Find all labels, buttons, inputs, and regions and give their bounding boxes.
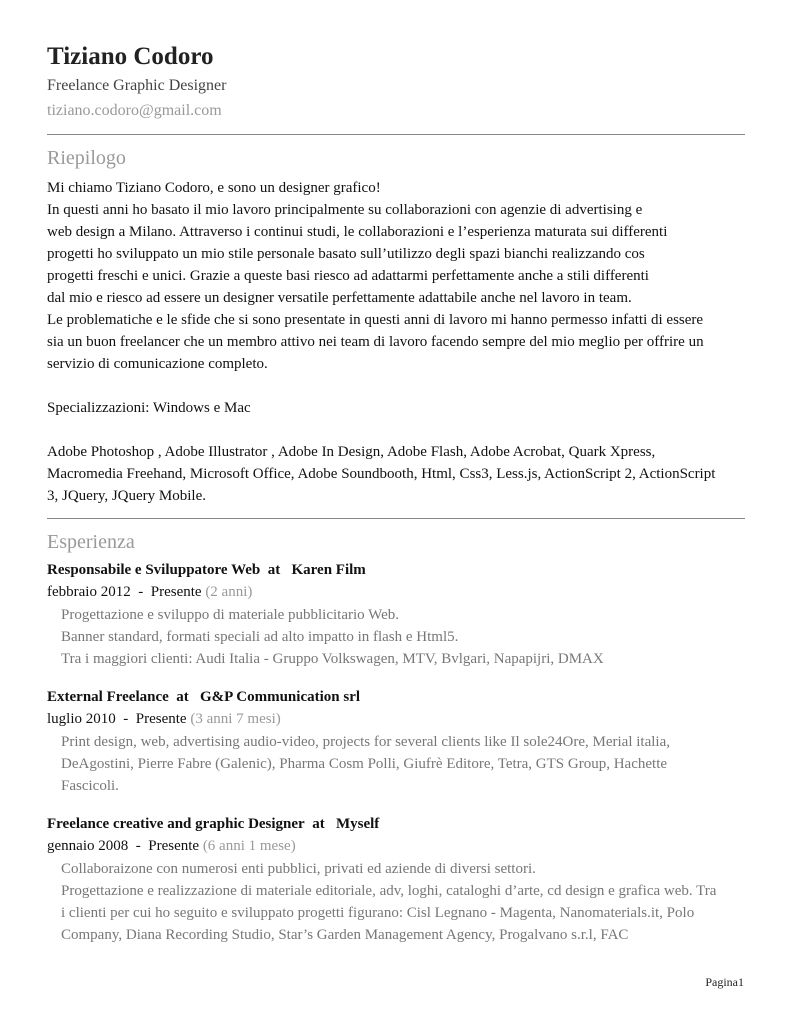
divider bbox=[47, 134, 745, 135]
skills-line: Macromedia Freehand, Microsoft Office, Adobe Soundbooth, Html, Css3, Less.js, ActionScript 2, ActionScript bbox=[47, 466, 716, 482]
summary-line: Mi chiamo Tiziano Codoro, e sono un designer grafico! bbox=[47, 180, 381, 196]
specializations-line: Specializzazioni: Windows e Mac bbox=[47, 400, 251, 416]
experience-at: at bbox=[312, 816, 325, 832]
experience-desc-line: Print design, web, advertising audio-video, projects for several clients like Il sole24Ore, Merial italia, bbox=[61, 734, 670, 750]
summary-line: servizio di comunicazione completo. bbox=[47, 356, 268, 372]
summary-line: Le problematiche e le sfide che si sono presentate in questi anni di lavoro mi hanno permesso infatti di essere bbox=[47, 312, 704, 328]
experience-dash: - bbox=[123, 711, 129, 727]
experience-at: at bbox=[176, 689, 189, 705]
divider bbox=[47, 518, 745, 519]
experience-desc-line: DeAgostini, Pierre Fabre (Galenic), Pharma Cosm Polli, Giufrè Editore, Tetra, GTS Group, Hachette bbox=[61, 756, 668, 772]
experience-desc-line: Company, Diana Recording Studio, Star’s Garden Management Agency, Progalvano s.r.l, FAC bbox=[61, 927, 629, 943]
experience-description bbox=[47, 604, 745, 670]
experience-description bbox=[47, 858, 745, 946]
experience-dates bbox=[47, 835, 745, 857]
experience-end: Presente bbox=[135, 711, 187, 727]
experience-entry bbox=[47, 686, 745, 797]
experience-description bbox=[47, 731, 745, 797]
experience-dates bbox=[47, 708, 745, 730]
experience-entry bbox=[47, 813, 745, 946]
experience-desc-line: Progettazione e realizzazione di materiale editoriale, adv, loghi, cataloghi d’arte, cd design e grafica web. Tra bbox=[61, 883, 717, 899]
experience-desc-line: Banner standard, formati speciali ad alto impatto in flash e Html5. bbox=[61, 629, 459, 645]
skills-line: Adobe Photoshop , Adobe Illustrator , Adobe In Design, Adobe Flash, Adobe Acrobat, Quark Xpress, bbox=[47, 444, 656, 460]
experience-duration: (2 anni) bbox=[205, 584, 253, 600]
candidate-name: Tiziano Codoro bbox=[47, 43, 214, 70]
page-number: Pagina1 bbox=[705, 975, 744, 989]
experience-desc-line: i clienti per cui ho seguito e sviluppato progetti figurano: Cisl Legnano - Magenta, Nanomaterials.it, Polo bbox=[61, 905, 695, 921]
summary-line: sia un buon freelancer che un membro attivo nei team di lavoro facendo sempre del mio meglio per offrire un bbox=[47, 334, 704, 350]
summary-heading: Riepilogo bbox=[47, 147, 126, 169]
experience-start: febbraio 2012 bbox=[47, 584, 131, 600]
experience-title bbox=[47, 686, 745, 708]
experience-desc-line: Tra i maggiori clienti: Audi Italia - Gruppo Volkswagen, MTV, Bvlgari, Napapijri, DMAX bbox=[61, 651, 604, 667]
summary-line: dal mio e riesco ad essere un designer versatile perfettamente adattabile anche nel lavoro in team. bbox=[47, 290, 632, 306]
experience-dash: - bbox=[135, 838, 141, 854]
experience-company: G&P Communication srl bbox=[200, 689, 361, 705]
experience-desc-line: Fascicoli. bbox=[61, 778, 119, 794]
summary-line: progetti ho sviluppato un mio stile personale basato sull’utilizzo degli spazi bianchi realizzando cos bbox=[47, 246, 645, 262]
experience-role: External Freelance bbox=[47, 689, 169, 705]
summary-line: In questi anni ho basato il mio lavoro principalmente su collaborazioni con agenzie di advertising e bbox=[47, 202, 643, 218]
experience-company: Karen Film bbox=[291, 562, 366, 578]
summary-line: progetti freschi e unici. Grazie a queste basi riesco ad adattarmi perfettamente anche a stili differenti bbox=[47, 268, 649, 284]
experience-dash: - bbox=[138, 584, 144, 600]
experience-duration: (3 anni 7 mesi) bbox=[190, 711, 281, 727]
experience-entry bbox=[47, 559, 745, 670]
experience-at: at bbox=[267, 562, 281, 578]
resume-page bbox=[47, 40, 745, 946]
experience-start: luglio 2010 bbox=[47, 711, 116, 727]
experience-duration: (6 anni 1 mese) bbox=[202, 838, 296, 854]
experience-title bbox=[47, 813, 745, 835]
experience-dates bbox=[47, 581, 745, 603]
experience-desc-line: Collaboraizone con numerosi enti pubblici, privati ed aziende di diversi settori. bbox=[61, 861, 536, 877]
experience-company: Myself bbox=[335, 816, 380, 832]
experience-desc-line: Progettazione e sviluppo di materiale pubblicitario Web. bbox=[61, 607, 400, 623]
experience-end: Presente bbox=[148, 838, 200, 854]
experience-start: gennaio 2008 bbox=[47, 838, 129, 854]
experience-heading: Esperienza bbox=[47, 531, 135, 553]
experience-title bbox=[47, 559, 745, 581]
job-title: Freelance Graphic Designer bbox=[47, 77, 227, 94]
experience-role: Responsabile e Sviluppatore Web bbox=[47, 562, 261, 578]
experience-role: Freelance creative and graphic Designer bbox=[47, 816, 305, 832]
summary-line: web design a Milano. Attraverso i continui studi, le collaborazioni e l’esperienza maturata sui differenti bbox=[47, 224, 668, 240]
skills-line: 3, JQuery, JQuery Mobile. bbox=[47, 488, 207, 504]
summary-text bbox=[47, 177, 745, 507]
experience-end: Presente bbox=[150, 584, 202, 600]
email-address: tiziano.codoro@gmail.com bbox=[47, 102, 222, 119]
